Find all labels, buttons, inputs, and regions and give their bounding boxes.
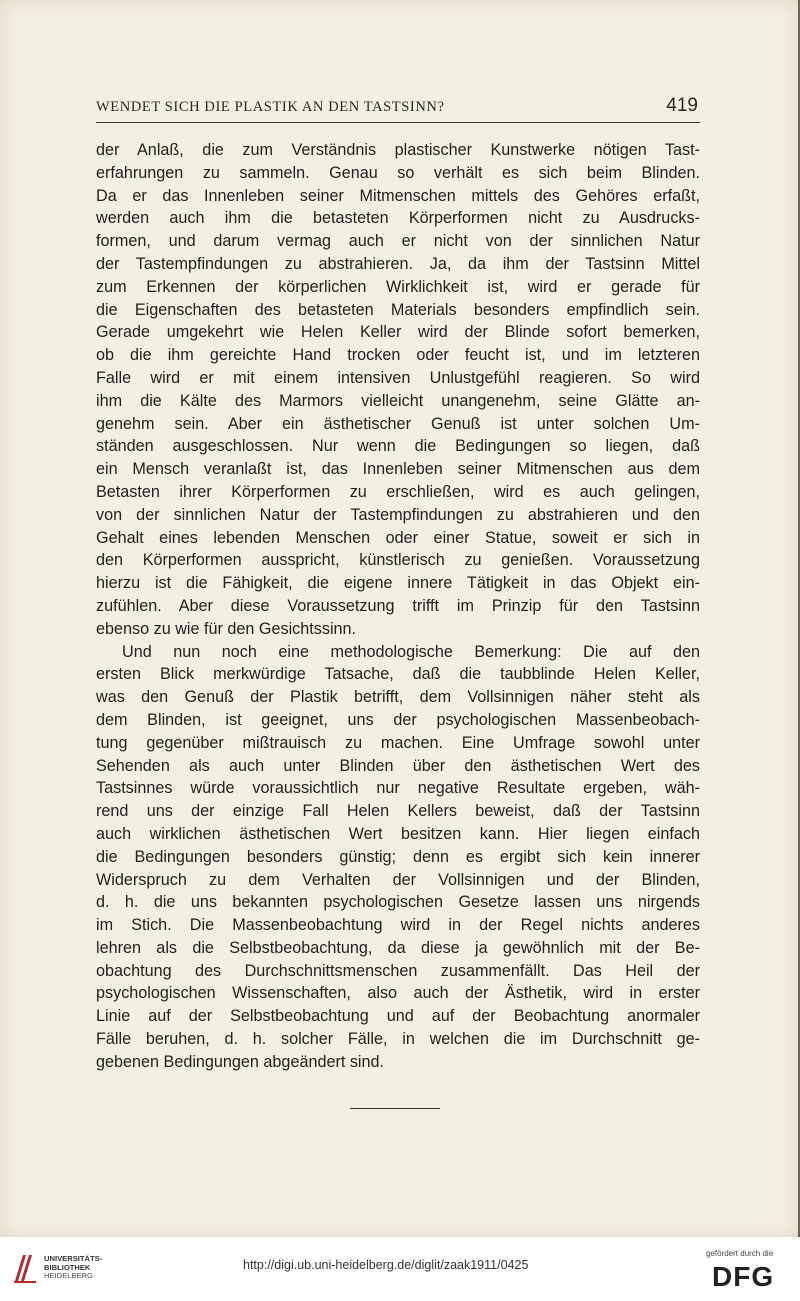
text-line: Fälle beruhen, d. h. solcher Fälle, in welchen die im Durchschnitt ge- <box>96 1030 700 1049</box>
text-line: zum Erkennen der körperlichen Wirklichkeit ist, wird er gerade für <box>96 277 700 296</box>
text-line: werden auch ihm die betasteten Körperformen nicht zu Ausdrucks- <box>96 209 700 228</box>
library-name[interactable] <box>44 1255 102 1281</box>
text-line: formen, und darum vermag auch er nicht von der sinnlichen Natur <box>96 232 700 251</box>
text-line: die Bedingungen besonders günstig; denn es ergibt sich kein innerer <box>96 847 700 866</box>
text-line: was den Genuß der Plastik betrifft, dem Vollsinnigen näher steht als <box>96 688 700 707</box>
text-line: genehm sein. Aber ein ästhetischer Genuß ist unter solchen Um- <box>96 414 700 433</box>
text-line: Gehalt eines lebenden Menschen oder einer Statue, soweit er sich in <box>96 528 700 547</box>
text-line: psychologischen Wissenschaften, also auch der Ästhetik, wird in erster <box>96 984 700 1003</box>
section-end-rule <box>350 1108 440 1109</box>
text-line: erfahrungen zu sammeln. Genau so verhält es sich beim Blinden. <box>96 163 700 182</box>
text-line: Da er das Innenleben seiner Mitmenschen mittels des Gehöres erfaßt, <box>96 186 700 205</box>
text-line: den Körperformen ausspricht, künstlerisch zu genießen. Voraussetzung <box>96 551 700 570</box>
library-line-1: UNIVERSITÄTS- <box>44 1254 103 1263</box>
text-line: ständen ausgeschlossen. Nur wenn die Bedingungen so liegen, daß <box>96 437 700 456</box>
text-line: der Anlaß, die zum Verständnis plastischer Kunstwerke nötigen Tast- <box>96 141 700 159</box>
library-line-3: HEIDELBERG <box>44 1271 93 1281</box>
text-line: Falle wird er mit einem intensiven Unlustgefühl reagieren. So wird <box>96 368 700 387</box>
text-line: ob die ihm gereichte Hand trocken oder feucht ist, und im letzteren <box>96 346 700 365</box>
text-line: d. h. die uns bekannten psychologischen Gesetze lassen uns nirgends <box>96 893 700 912</box>
text-line: Tastsinnes würde voraussichtlich nur negative Resultate ergeben, wäh- <box>96 779 700 798</box>
text-line: die Eigenschaften des betasteten Materials besonders empfindlich sein. <box>96 300 700 319</box>
text-line: tung gegenüber mißtrauisch zu machen. Eine Umfrage sowohl unter <box>96 733 700 752</box>
text-line: ein Mensch veranlaßt ist, das Innenleben seiner Mitmenschen aus dem <box>96 460 700 479</box>
text-line: zufühlen. Aber diese Voraussetzung trifft im Prinzip für den Tastsinn <box>96 596 700 615</box>
permalink-url[interactable]: http://digi.ub.uni-heidelberg.de/diglit/zaak1911/0425 <box>243 1258 529 1272</box>
library-book-icon[interactable] <box>12 1251 38 1285</box>
library-line-2: BIBLIOTHEK <box>44 1262 91 1272</box>
text-line: Widerspruch zu dem Verhalten der Vollsinnigen und der Blinden, <box>96 870 700 889</box>
paragraph-start-line: Und nun noch eine methodologische Bemerkung: Die auf den <box>122 642 700 661</box>
text-line: von der sinnlichen Natur der Tastempfindungen zu abstrahieren und den <box>96 505 700 524</box>
text-line: lehren als die Selbstbeobachtung, da diese ja gewöhnlich mit der Be- <box>96 938 700 957</box>
text-line: dem Blinden, ist geeignet, uns der psychologischen Massenbeobach- <box>96 710 700 729</box>
page-header <box>96 95 698 117</box>
text-line: der Tastempfindungen zu abstrahieren. Ja, da ihm der Tastsinn Mittel <box>96 254 700 273</box>
running-title: WENDET SICH DIE PLASTIK AN DEN TASTSINN? <box>96 99 445 115</box>
header-rule <box>96 122 700 123</box>
funder-label: gefördert durch die <box>706 1249 774 1258</box>
text-line: ebenso zu wie für den Gesichtssinn. <box>96 619 357 638</box>
text-line: Sehenden als auch unter Blinden über den ästhetischen Wert des <box>96 756 700 775</box>
text-line: ihm die Kälte des Marmors vielleicht unangenehm, seine Glätte an- <box>96 391 700 410</box>
text-line: Linie auf der Selbstbeobachtung und auf der Beobachtung anormaler <box>96 1007 700 1026</box>
text-line: Betasten ihrer Körperformen zu erschließen, wird es auch gelingen, <box>96 482 700 501</box>
dfg-logo[interactable]: DFG <box>712 1261 775 1292</box>
text-line: hierzu ist die Fähigkeit, die eigene innere Tätigkeit in das Objekt ein- <box>96 574 700 593</box>
text-line: ersten Blick merkwürdige Tatsache, daß die taubblinde Helen Keller, <box>96 665 700 684</box>
text-line: im Stich. Die Massenbeobachtung wird in der Regel nichts anderes <box>96 916 700 935</box>
viewer-footer <box>0 1237 800 1301</box>
body-text <box>96 139 700 1074</box>
text-line: obachtung des Durchschnittsmenschen zusammenfällt. Das Heil der <box>96 961 700 980</box>
text-line: auch wirklichen ästhetischen Wert besitzen kann. Hier liegen einfach <box>96 824 700 843</box>
text-line: gebenen Bedingungen abgeändert sind. <box>96 1052 385 1071</box>
text-line: rend uns der einzige Fall Helen Kellers beweist, daß der Tastsinn <box>96 802 700 821</box>
text-line: Gerade umgekehrt wie Helen Keller wird der Blinde sofort bemerken, <box>96 323 700 342</box>
page-number: 419 <box>666 95 698 116</box>
